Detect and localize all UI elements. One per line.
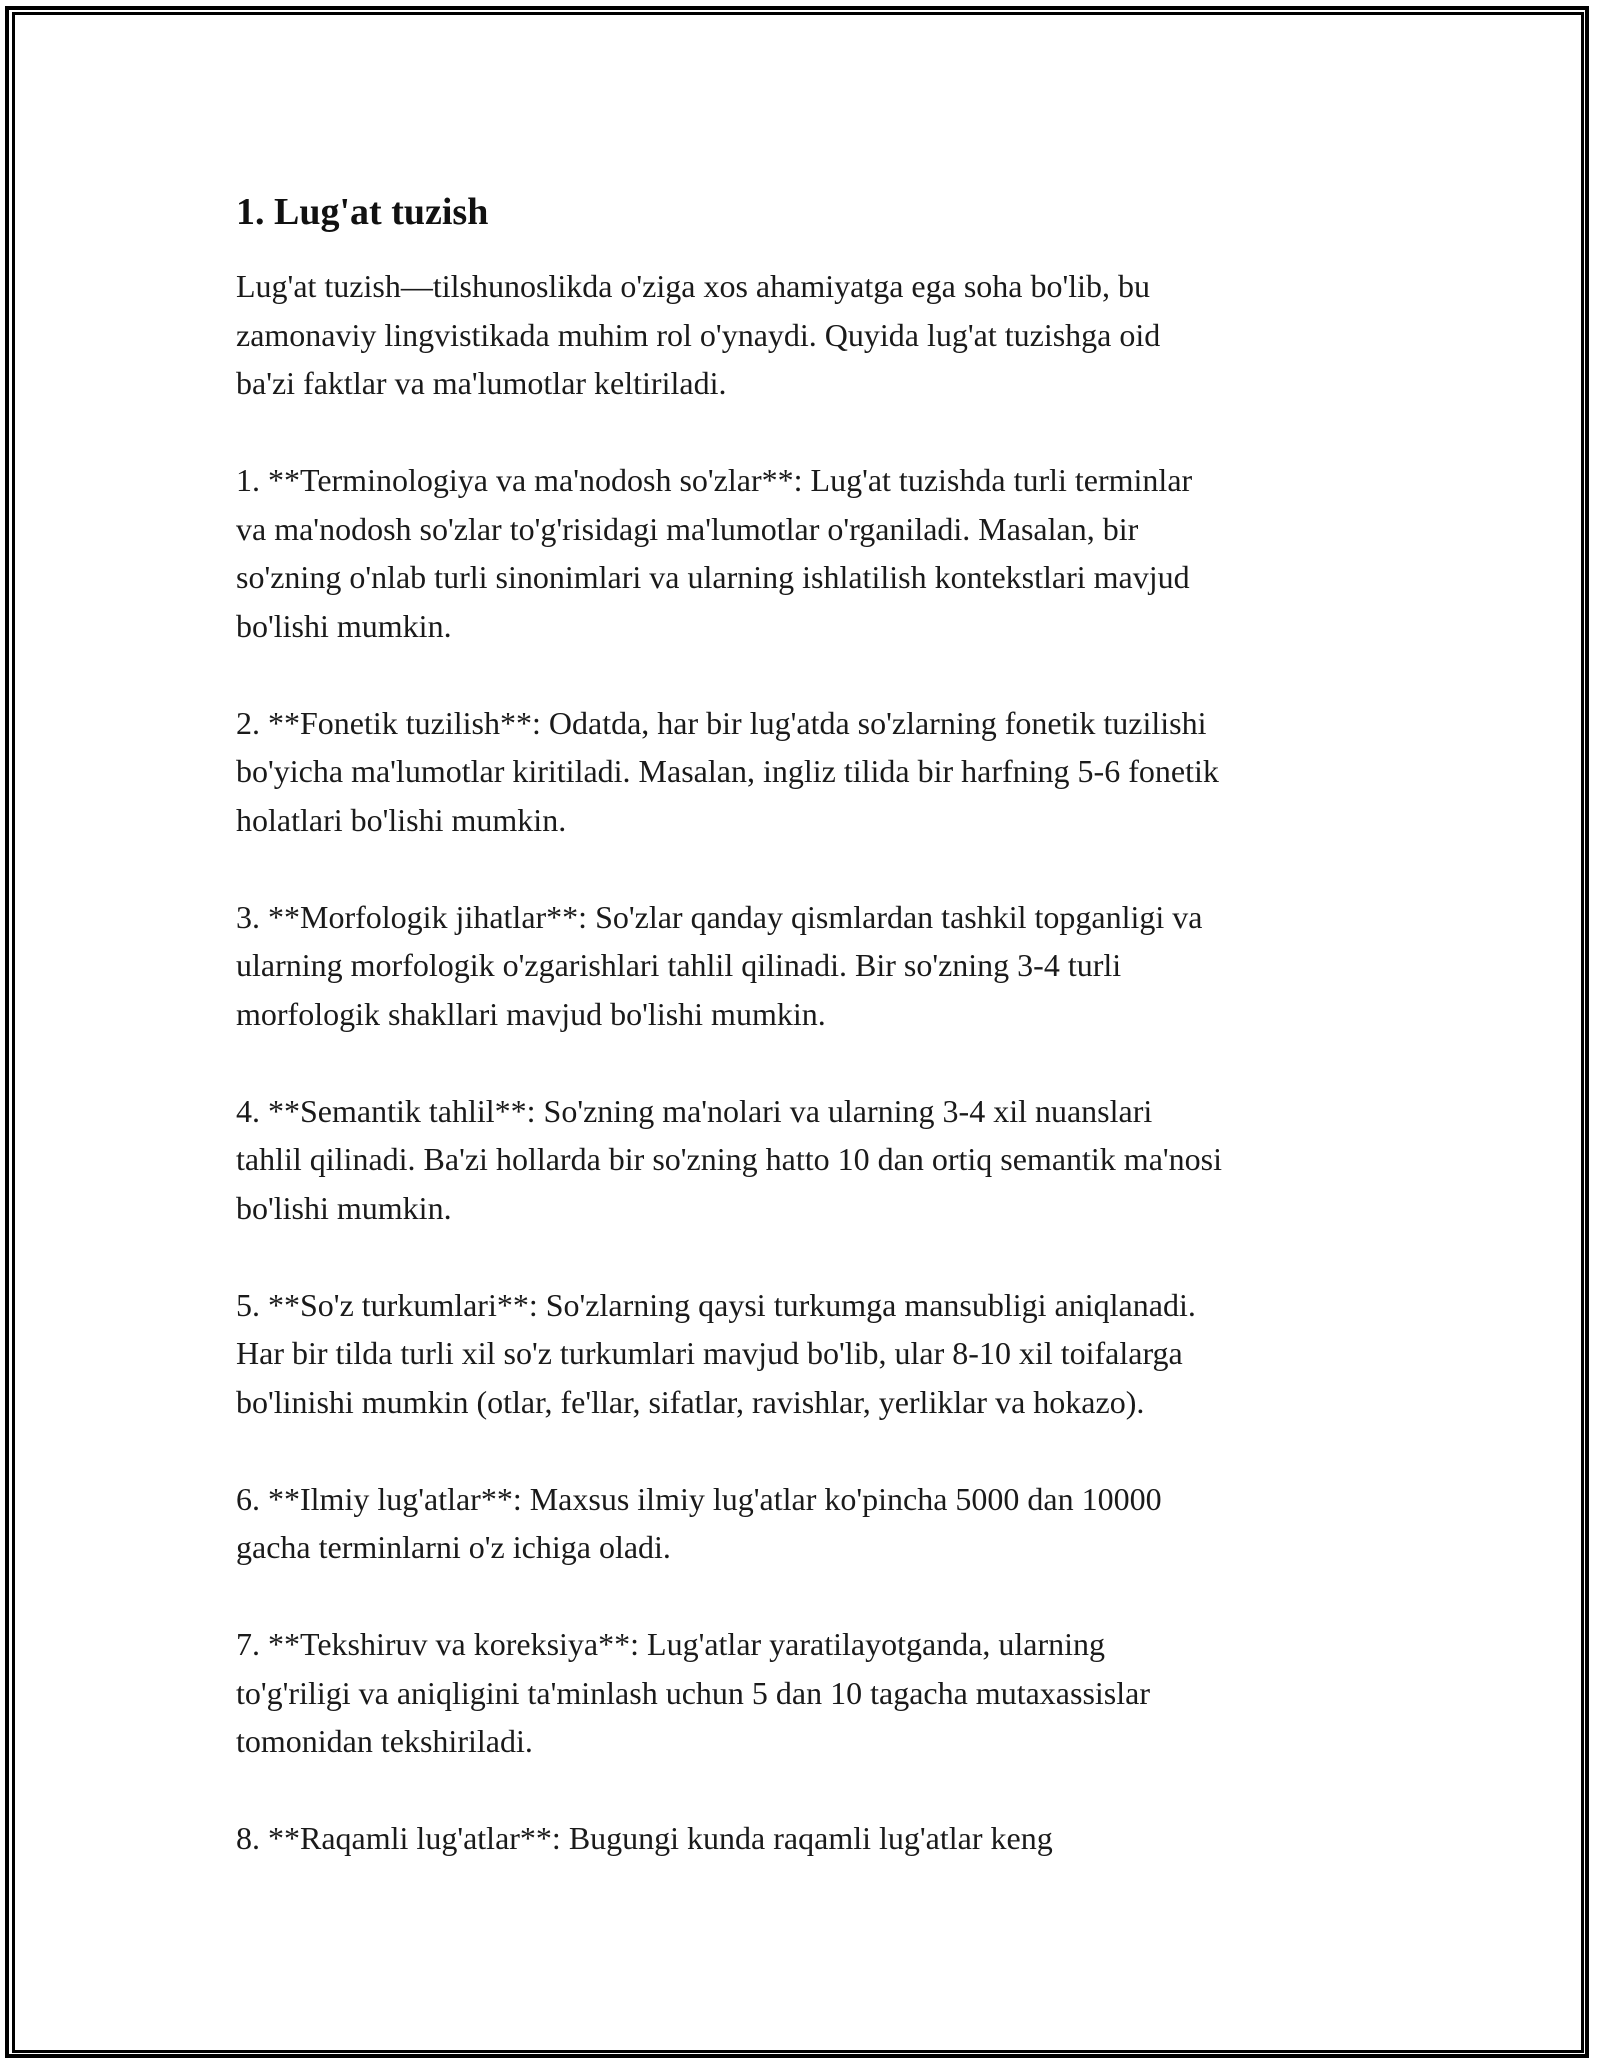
list-item: 4. **Semantik tahlil**: So'zning ma'nolari va ularning 3-4 xil nuanslari tahlil qilinadi. Ba'zi hollarda bir so'zning hatto 10 dan ortiq semantik ma'nosi bo'lishi mumkin. (236, 1092, 1222, 1226)
list-item: 7. **Tekshiruv va koreksiya**: Lug'atlar yaratilayotganda, ularning to'g'riligi va aniqligini ta'minlash uchun 5 dan 10 tagacha mutaxassislar tomonidan tekshiriladi. (236, 1626, 1150, 1759)
list-item: 2. **Fonetik tuzilish**: Odatda, har bir lug'atda so'zlarning fonetik tuzilishi bo'yicha ma'lumotlar kiritiladi. Masalan, ingliz tilida bir harfning 5-6 fonetik holatlari bo'lishi mumkin. (236, 704, 1219, 838)
list-item: 6. **Ilmiy lug'atlar**: Maxsus ilmiy lug'atlar ko'pincha 5000 dan 10000 gacha terminlarni o'z ichiga oladi. (236, 1480, 1162, 1565)
section-heading: 1. Lug'at tuzish (236, 191, 489, 233)
list-item: 1. **Terminologiya va ma'nodosh so'zlar**: Lug'at tuzishda turli terminlar va ma'nodosh so'zlar to'g'risidagi ma'lumotlar o'rganiladi. Masalan, bir so'zning o'nlab turli sinonimlari va ularning ishlatilish kontekstlari mavjud bo'lishi mumkin. (236, 462, 1193, 644)
list-item: 5. **So'z turkumlari**: So'zlarning qaysi turkumga mansubligi aniqlanadi. Har bir tilda turli xil so'z turkumlari mavjud bo'lib, ular 8-10 xil toifalarga bo'linishi mumkin (otlar, fe'llar, sifatlar, ravishlar, yerliklar va hokazo). (236, 1286, 1196, 1420)
intro-paragraph: Lug'at tuzish—tilshunoslikda o'ziga xos ahamiyatga ega soha bo'lib, bu zamonaviy lingvistikada muhim rol o'ynaydi. Quyida lug'at tuzishga oid ba'zi faktlar va ma'lumotlar keltiriladi. (236, 268, 1161, 401)
list-item: 3. **Morfologik jihatlar**: So'zlar qanday qismlardan tashkil topganligi va ularning morfologik o'zgarishlari tahlil qilinadi. Bir so'zning 3-4 turli morfologik shakllari mavjud bo'lishi mumkin. (236, 898, 1203, 1032)
document-body (236, 186, 1386, 1863)
list-item: 8. **Raqamli lug'atlar**: Bugungi kunda raqamli lug'atlar keng (236, 1820, 1053, 1856)
